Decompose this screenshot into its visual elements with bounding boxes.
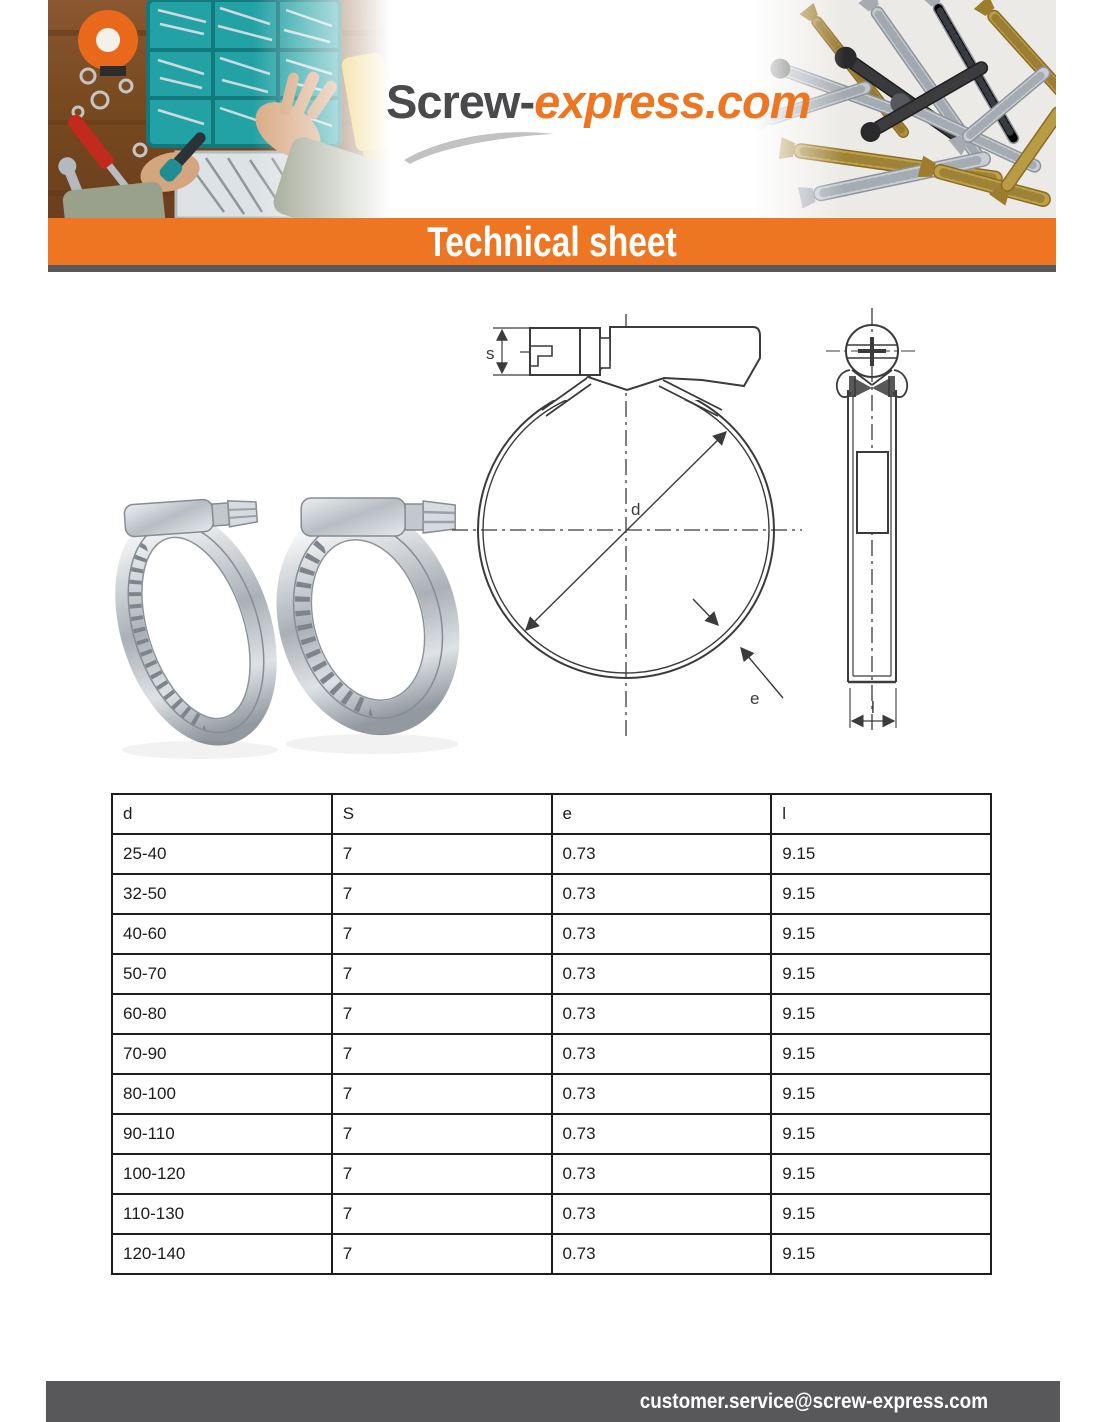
table-cell: 9.15 xyxy=(771,994,991,1034)
table-row xyxy=(112,834,991,874)
table-cell: 9.15 xyxy=(771,1034,991,1074)
table-row xyxy=(112,954,991,994)
banner-divider xyxy=(48,265,1056,272)
product-photo-hose-clamps xyxy=(96,458,470,770)
table-header-cell-d: d xyxy=(112,794,332,834)
table-cell: 0.73 xyxy=(552,914,772,954)
table-cell: 7 xyxy=(332,994,552,1034)
table-cell: 100-120 xyxy=(112,1154,332,1194)
table-row xyxy=(112,994,991,1034)
table-cell: 9.15 xyxy=(771,954,991,994)
logo-text-screw: Screw- xyxy=(386,75,535,128)
logo xyxy=(386,74,811,134)
technical-drawing xyxy=(450,300,1010,750)
table-cell: 120-140 xyxy=(112,1234,332,1274)
table-header-cell-e: e xyxy=(552,794,772,834)
table-cell: 9.15 xyxy=(771,1154,991,1194)
table-cell: 0.73 xyxy=(552,1074,772,1114)
table-cell: 40-60 xyxy=(112,914,332,954)
table-cell: 110-130 xyxy=(112,1194,332,1234)
table-cell: 0.73 xyxy=(552,1154,772,1194)
table-row xyxy=(112,1194,991,1234)
table-cell: 9.15 xyxy=(771,914,991,954)
table-cell: 0.73 xyxy=(552,954,772,994)
table-cell: 0.73 xyxy=(552,1234,772,1274)
dim-label-s: s xyxy=(486,344,495,363)
table-cell: 9.15 xyxy=(771,1194,991,1234)
table-cell: 9.15 xyxy=(771,874,991,914)
footer-email: customer.service@screw-express.com xyxy=(639,1390,988,1413)
table-cell: 60-80 xyxy=(112,994,332,1034)
table-header-row xyxy=(112,794,991,834)
page-title: Technical sheet xyxy=(427,217,677,265)
table-cell: 0.73 xyxy=(552,1034,772,1074)
banner xyxy=(48,218,1056,265)
table-row xyxy=(112,1114,991,1154)
table-cell: 50-70 xyxy=(112,954,332,994)
table-cell: 7 xyxy=(332,1034,552,1074)
table-cell: 0.73 xyxy=(552,874,772,914)
dim-label-d: d xyxy=(631,500,641,519)
table-cell: 9.15 xyxy=(771,1074,991,1114)
table-row xyxy=(112,1034,991,1074)
table-cell: 70-90 xyxy=(112,1034,332,1074)
table-cell: 0.73 xyxy=(552,1114,772,1154)
table-cell: 32-50 xyxy=(112,874,332,914)
table-row xyxy=(112,1234,991,1274)
table-cell: 7 xyxy=(332,954,552,994)
table-cell: 7 xyxy=(332,1074,552,1114)
table-row xyxy=(112,1074,991,1114)
spec-table xyxy=(111,793,992,1275)
table-cell: 7 xyxy=(332,874,552,914)
table-cell: 9.15 xyxy=(771,834,991,874)
table-cell: 0.73 xyxy=(552,834,772,874)
header-photo-workbench xyxy=(48,0,390,218)
table-cell: 7 xyxy=(332,914,552,954)
table-cell: 9.15 xyxy=(771,1114,991,1154)
table-cell: 7 xyxy=(332,1234,552,1274)
table-cell: 7 xyxy=(332,1114,552,1154)
table-cell: 0.73 xyxy=(552,1194,772,1234)
footer-bar xyxy=(46,1381,1060,1422)
table-cell: 25-40 xyxy=(112,834,332,874)
table-header-cell-l: l xyxy=(771,794,991,834)
table-cell: 9.15 xyxy=(771,1234,991,1274)
logo-text-express: express.com xyxy=(534,75,811,128)
table-body xyxy=(112,834,991,1274)
table-row xyxy=(112,874,991,914)
dim-label-l: l xyxy=(871,698,875,717)
logo-swoosh xyxy=(398,126,558,164)
table-cell: 0.73 xyxy=(552,994,772,1034)
table-row xyxy=(112,914,991,954)
table-row xyxy=(112,1154,991,1194)
table-cell: 80-100 xyxy=(112,1074,332,1114)
table-cell: 90-110 xyxy=(112,1114,332,1154)
dim-label-e: e xyxy=(750,689,760,708)
table-cell: 7 xyxy=(332,834,552,874)
table-header-cell-s: S xyxy=(332,794,552,834)
table-cell: 7 xyxy=(332,1154,552,1194)
table-cell: 7 xyxy=(332,1194,552,1234)
